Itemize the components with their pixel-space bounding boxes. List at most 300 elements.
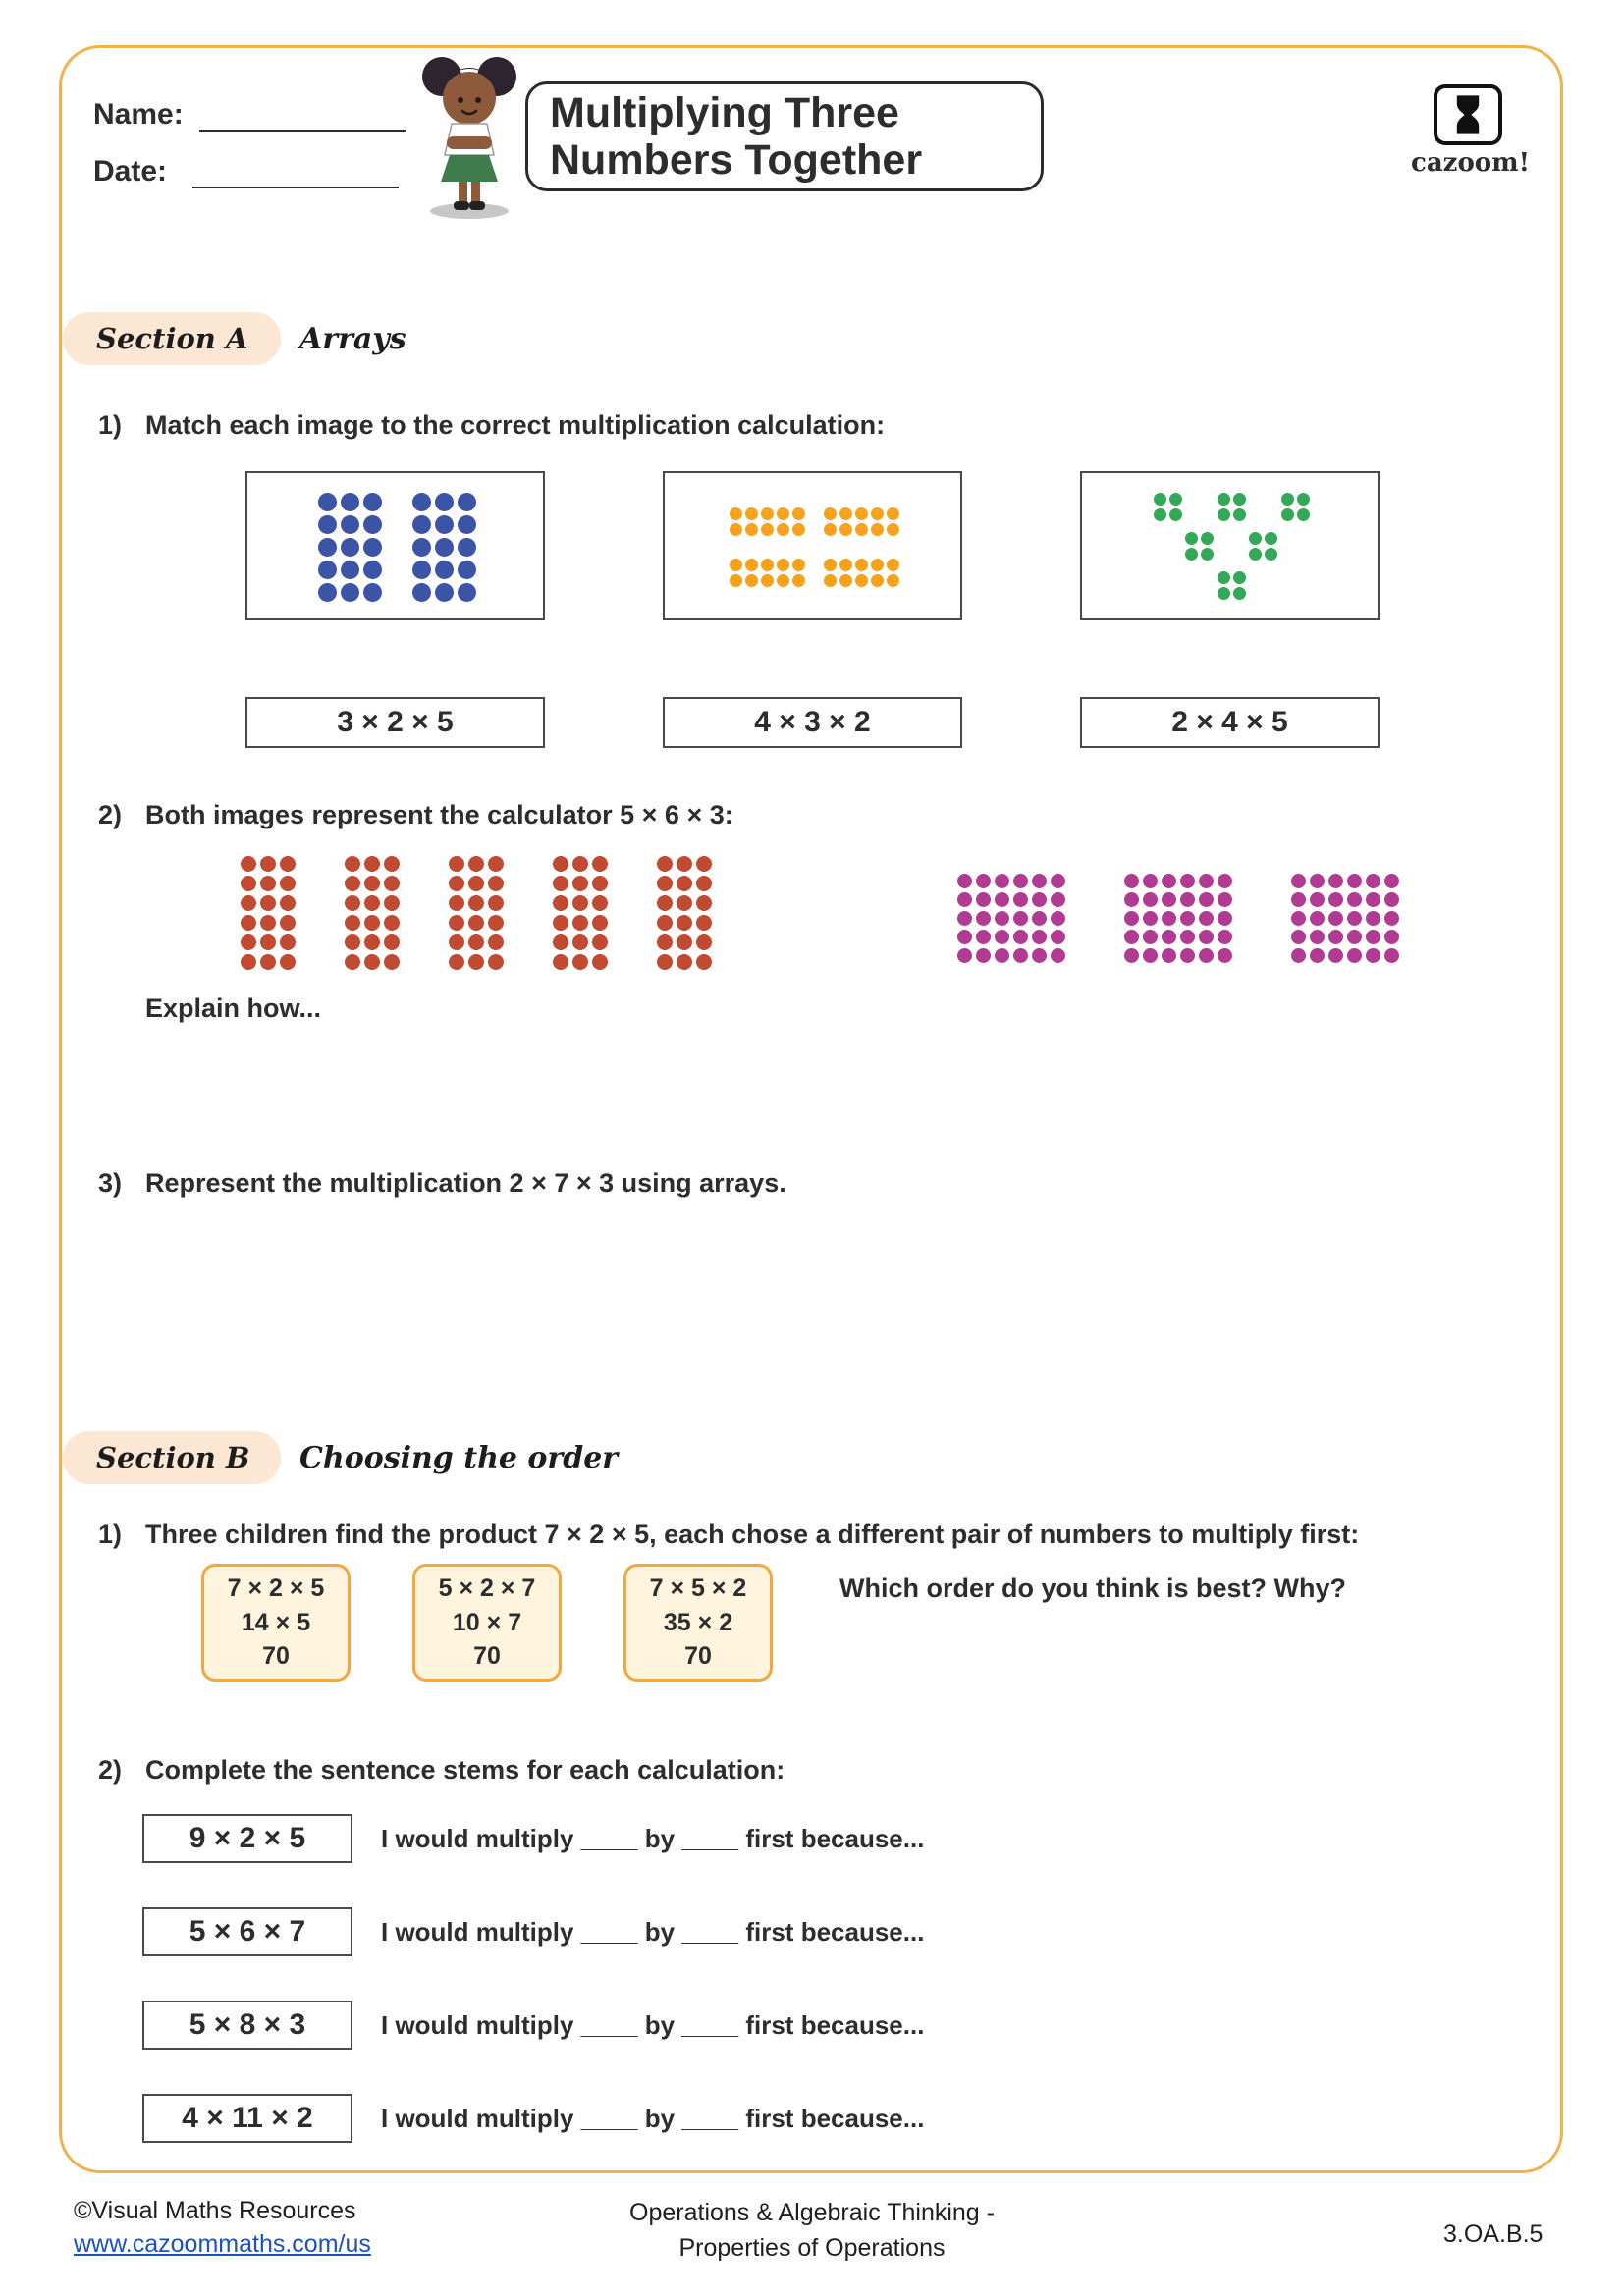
dot: [364, 954, 380, 970]
dot: [1291, 892, 1306, 907]
dot: [1180, 948, 1195, 963]
dot: [1124, 892, 1139, 907]
dot: [677, 876, 692, 891]
array-image-green: [1080, 471, 1380, 620]
dot: [1162, 911, 1176, 926]
dot-group: [345, 856, 400, 970]
dot: [730, 523, 742, 536]
dot: [1143, 948, 1158, 963]
dot: [1162, 948, 1176, 963]
dot: [1347, 911, 1362, 926]
dot: [1310, 874, 1325, 888]
title-line-1: Multiplying Three: [550, 88, 899, 136]
dot: [696, 915, 712, 931]
dot: [1218, 508, 1230, 521]
question-b2-text: Complete the sentence stems for each calculation:: [145, 1755, 785, 1785]
dot-group: [1291, 874, 1399, 963]
dot: [1162, 892, 1176, 907]
dot: [241, 934, 256, 950]
date-row: [93, 155, 399, 188]
dot: [1180, 874, 1195, 888]
dot: [1249, 548, 1262, 561]
dot: [572, 954, 588, 970]
dot: [363, 583, 382, 602]
array-image-red: [231, 856, 722, 972]
dot: [1032, 874, 1047, 888]
dot: [1384, 948, 1399, 963]
dot: [657, 915, 673, 931]
dot: [280, 934, 296, 950]
worksheet-title: [525, 81, 1044, 191]
dot: [1162, 874, 1176, 888]
dot: [839, 574, 852, 587]
dot: [1384, 874, 1399, 888]
answer-box-2: 4 × 3 × 2: [663, 697, 962, 748]
dot: [696, 856, 712, 872]
dot: [777, 559, 789, 571]
dot-group: [1218, 493, 1246, 521]
dot: [468, 954, 484, 970]
question-b2-number: 2): [98, 1755, 123, 1785]
footer-center-line-1: Operations & Algebraic Thinking -: [629, 2199, 995, 2226]
dot: [1291, 948, 1306, 963]
dot: [572, 895, 588, 911]
dot: [1051, 930, 1065, 944]
dot: [341, 538, 359, 557]
dot: [1162, 930, 1176, 944]
dot: [995, 948, 1009, 963]
dot: [468, 876, 484, 891]
dot: [1180, 930, 1195, 944]
answer-box-1: 3 × 2 × 5: [245, 697, 545, 748]
dot: [1013, 948, 1028, 963]
dot: [1328, 930, 1343, 944]
question-a3: [98, 1168, 786, 1199]
stem-sentence-1: I would multiply ____ by ____ first because...: [381, 1824, 925, 1853]
dot: [1143, 874, 1158, 888]
dot: [995, 892, 1009, 907]
dot: [1328, 874, 1343, 888]
dot: [995, 911, 1009, 926]
dot: [318, 583, 337, 602]
dot: [1233, 587, 1246, 600]
dot: [1384, 892, 1399, 907]
dot: [280, 915, 296, 931]
dot: [957, 874, 972, 888]
dot: [592, 876, 608, 891]
dot: [318, 493, 337, 511]
dot: [1347, 930, 1362, 944]
dot-group: [1249, 532, 1277, 561]
footer-standard-description: [0, 2195, 1624, 2267]
dot: [384, 954, 400, 970]
dot: [241, 856, 256, 872]
dot: [871, 523, 884, 536]
dot: [341, 561, 359, 579]
dot: [241, 895, 256, 911]
dot: [1032, 930, 1047, 944]
name-input-line[interactable]: [199, 98, 406, 132]
dot: [435, 583, 454, 602]
dot-group: [1218, 571, 1246, 600]
dot: [887, 523, 899, 536]
question-a2-text: Both images represent the calculator 5 × 6 × 3:: [145, 800, 733, 829]
dot: [1199, 948, 1214, 963]
dot: [435, 538, 454, 557]
dot: [745, 559, 758, 571]
dot: [824, 574, 837, 587]
dot: [1218, 874, 1232, 888]
dot: [412, 515, 431, 534]
hourglass-icon: [1451, 94, 1485, 135]
dot: [1291, 911, 1306, 926]
dot: [1124, 930, 1139, 944]
card-3-line-1: 7 × 5 × 2: [649, 1575, 747, 1603]
dot: [488, 856, 504, 872]
dot-group: [824, 507, 899, 536]
dot: [677, 915, 692, 931]
card-1-line-2: 14 × 5: [241, 1608, 311, 1636]
dot: [1265, 548, 1277, 561]
dot: [364, 856, 380, 872]
dot: [657, 934, 673, 950]
dot: [1143, 892, 1158, 907]
dot: [1185, 548, 1198, 561]
dot: [345, 856, 360, 872]
dot: [318, 561, 337, 579]
dot: [1218, 493, 1230, 506]
dot: [553, 856, 568, 872]
dot: [241, 876, 256, 891]
dot-group: [657, 856, 712, 970]
dot: [1265, 532, 1277, 545]
stem-sentence-3: I would multiply ____ by ____ first because...: [381, 2010, 925, 2040]
dot: [1218, 571, 1230, 584]
dot: [1032, 892, 1047, 907]
dot: [1051, 911, 1065, 926]
dot: [241, 954, 256, 970]
question-a2: [98, 800, 733, 830]
question-b1: [98, 1520, 1359, 1550]
dot: [1384, 930, 1399, 944]
dot: [745, 574, 758, 587]
dot: [468, 934, 484, 950]
dot: [468, 856, 484, 872]
dot: [435, 561, 454, 579]
dot: [792, 523, 805, 536]
dot-group: [824, 559, 899, 587]
dot: [871, 559, 884, 571]
working-card-3: [623, 1564, 773, 1682]
dot: [592, 934, 608, 950]
dot: [1013, 911, 1028, 926]
dot: [855, 507, 868, 520]
dot: [260, 876, 276, 891]
dot: [1233, 508, 1246, 521]
stem-calc-3: 5 × 8 × 3: [142, 2001, 352, 2050]
question-a3-text: Represent the multiplication 2 × 7 × 3 using arrays.: [145, 1168, 786, 1198]
dot: [1199, 911, 1214, 926]
dot: [345, 876, 360, 891]
dot: [1169, 508, 1182, 521]
dot: [1328, 948, 1343, 963]
cazoom-logo: [1411, 84, 1531, 178]
dot: [1218, 930, 1232, 944]
dot-group: [730, 507, 805, 536]
dot: [677, 954, 692, 970]
dot: [363, 493, 382, 511]
dot: [677, 934, 692, 950]
dot: [384, 876, 400, 891]
dot: [976, 930, 991, 944]
which-order-question: Which order do you think is best? Why?: [839, 1574, 1347, 1603]
dot: [280, 954, 296, 970]
dot: [730, 559, 742, 571]
dot: [318, 538, 337, 557]
dot: [458, 515, 476, 534]
section-b-title: Choosing the order: [299, 1441, 619, 1475]
dot: [260, 895, 276, 911]
stem-sentence-4: I would multiply ____ by ____ first because...: [381, 2104, 925, 2133]
dot: [1199, 930, 1214, 944]
dot: [1347, 892, 1362, 907]
dot: [657, 895, 673, 911]
dot: [839, 523, 852, 536]
question-a1: [98, 410, 885, 441]
dot: [761, 523, 774, 536]
dot: [364, 915, 380, 931]
dot: [488, 915, 504, 931]
dot: [488, 895, 504, 911]
dot: [1291, 874, 1306, 888]
dot: [1366, 930, 1380, 944]
dot: [887, 507, 899, 520]
dot: [792, 507, 805, 520]
dot: [363, 515, 382, 534]
dot: [280, 876, 296, 891]
dot: [824, 523, 837, 536]
dot: [696, 876, 712, 891]
dot: [260, 915, 276, 931]
question-a1-number: 1): [98, 410, 123, 440]
dot-group: [241, 856, 296, 970]
dot: [871, 574, 884, 587]
dot: [384, 895, 400, 911]
dot: [777, 523, 789, 536]
dot: [957, 892, 972, 907]
dot: [1051, 892, 1065, 907]
dot-group: [318, 493, 382, 602]
card-1-line-1: 7 × 2 × 5: [227, 1575, 325, 1603]
dot: [345, 954, 360, 970]
dot: [1201, 548, 1214, 561]
dot: [792, 559, 805, 571]
dot: [449, 934, 464, 950]
dot: [260, 934, 276, 950]
dot: [1154, 493, 1166, 506]
dot: [488, 954, 504, 970]
dot: [696, 895, 712, 911]
dot: [1051, 874, 1065, 888]
stem-calc-2: 5 × 6 × 7: [142, 1907, 352, 1956]
dot: [341, 515, 359, 534]
dot-group: [449, 856, 504, 970]
dot: [1124, 874, 1139, 888]
dot: [995, 874, 1009, 888]
dot: [412, 538, 431, 557]
girl-illustration-svg: [401, 51, 538, 220]
dot: [1366, 892, 1380, 907]
dot: [1013, 892, 1028, 907]
card-2-line-3: 70: [473, 1642, 501, 1671]
cazoom-logo-icon: [1434, 84, 1502, 145]
dot: [1366, 874, 1380, 888]
dot: [1218, 911, 1232, 926]
answer-box-3: 2 × 4 × 5: [1080, 697, 1380, 748]
dot: [572, 915, 588, 931]
girl-character-illustration: [401, 51, 538, 225]
dot: [777, 507, 789, 520]
section-b-badge: Section B: [63, 1431, 281, 1484]
dot: [345, 895, 360, 911]
dot: [745, 507, 758, 520]
card-1-line-3: 70: [262, 1642, 290, 1671]
dot: [839, 559, 852, 571]
dot: [1154, 508, 1166, 521]
question-a3-number: 3): [98, 1168, 123, 1198]
dot: [345, 934, 360, 950]
dot: [1233, 493, 1246, 506]
dot: [745, 523, 758, 536]
dot: [553, 895, 568, 911]
dot: [1013, 874, 1028, 888]
dot: [855, 574, 868, 587]
dot: [364, 895, 380, 911]
dot: [871, 507, 884, 520]
date-input-line[interactable]: [192, 155, 399, 188]
dot: [468, 895, 484, 911]
dot: [855, 523, 868, 536]
dot: [1180, 892, 1195, 907]
section-a-badge: Section A: [63, 312, 281, 365]
dot: [553, 876, 568, 891]
dot: [976, 892, 991, 907]
dot: [341, 493, 359, 511]
dot-group: [1185, 532, 1214, 561]
dot: [1233, 571, 1246, 584]
dot: [553, 934, 568, 950]
footer-standard-code: 3.OA.B.5: [1443, 2220, 1543, 2248]
dot: [1297, 508, 1310, 521]
dot: [696, 954, 712, 970]
dot-group: [957, 874, 1065, 963]
dot: [553, 954, 568, 970]
dot: [957, 911, 972, 926]
dot: [1328, 892, 1343, 907]
dot: [449, 856, 464, 872]
dot: [677, 895, 692, 911]
dot: [1310, 948, 1325, 963]
card-2-line-1: 5 × 2 × 7: [438, 1575, 536, 1603]
dot: [1143, 911, 1158, 926]
dot: [1180, 911, 1195, 926]
card-3-line-2: 35 × 2: [663, 1608, 733, 1636]
dot: [1032, 948, 1047, 963]
dot: [435, 493, 454, 511]
footer-website-link[interactable]: www.cazoommaths.com/us: [74, 2230, 371, 2258]
dot: [792, 574, 805, 587]
dot: [468, 915, 484, 931]
dot: [1218, 948, 1232, 963]
dot: [1218, 587, 1230, 600]
dot: [1185, 532, 1198, 545]
cazoom-logo-text: cazoom!: [1411, 148, 1531, 178]
dot: [384, 915, 400, 931]
dot: [1124, 948, 1139, 963]
dot: [1366, 948, 1380, 963]
dot: [887, 559, 899, 571]
dot: [657, 876, 673, 891]
dot-group: [412, 493, 476, 602]
dot: [458, 583, 476, 602]
dot: [1347, 874, 1362, 888]
array-image-magenta: [957, 864, 1409, 974]
dot: [824, 559, 837, 571]
section-a-title: Arrays: [299, 322, 406, 356]
dot: [1281, 493, 1294, 506]
dot: [363, 538, 382, 557]
dot: [1051, 948, 1065, 963]
dot: [839, 507, 852, 520]
dot: [488, 934, 504, 950]
dot: [730, 574, 742, 587]
dot: [957, 948, 972, 963]
dot-group: [730, 559, 805, 587]
dot: [855, 559, 868, 571]
dot-group: [1281, 493, 1310, 521]
dot: [1169, 493, 1182, 506]
dot: [1143, 930, 1158, 944]
dot: [345, 915, 360, 931]
question-b1-text: Three children find the product 7 × 2 × 5, each chose a different pair of numbers to multiply first:: [145, 1520, 1360, 1549]
question-b1-number: 1): [98, 1520, 123, 1549]
footer-center-line-2: Properties of Operations: [678, 2234, 946, 2263]
dot: [657, 954, 673, 970]
dot-group: [553, 856, 608, 970]
dot: [677, 856, 692, 872]
dot-group: [1124, 874, 1232, 963]
dot: [592, 954, 608, 970]
stem-calc-4: 4 × 11 × 2: [142, 2094, 352, 2143]
dot: [824, 507, 837, 520]
dot: [241, 915, 256, 931]
dot: [1384, 911, 1399, 926]
dot: [280, 895, 296, 911]
dot: [341, 583, 359, 602]
footer-copyright: ©Visual Maths Resources: [74, 2197, 356, 2224]
question-a1-text: Match each image to the correct multiplication calculation:: [145, 410, 886, 440]
dot: [412, 583, 431, 602]
dot: [280, 856, 296, 872]
dot: [1310, 911, 1325, 926]
dot: [363, 561, 382, 579]
dot: [449, 876, 464, 891]
dot: [761, 507, 774, 520]
dot: [1201, 532, 1214, 545]
dot: [1291, 930, 1306, 944]
dot: [572, 934, 588, 950]
dot: [318, 515, 337, 534]
